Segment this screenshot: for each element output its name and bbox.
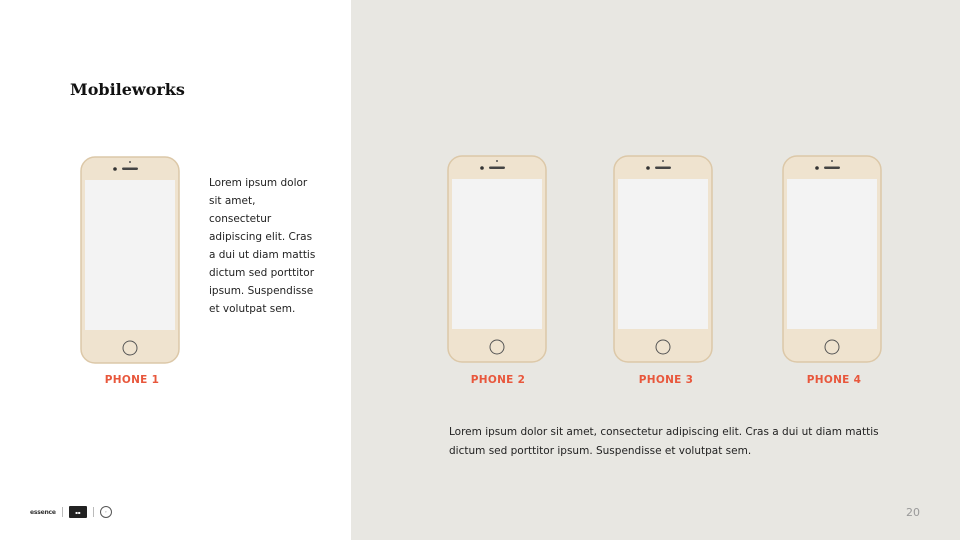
essence-logo: essence: [30, 508, 56, 516]
logo-divider: [93, 507, 94, 517]
phone-label-3: PHONE 3: [638, 374, 694, 386]
left-description: Lorem ipsum dolor sit amet, consectetur adipiscing elit. Cras a dui ut diam mattis dictum sed porttitor ipsum. Suspendisse et volutpat sem.: [209, 177, 316, 315]
right-description: Lorem ipsum dolor sit amet, consectetur adipiscing elit. Cras a dui ut diam mattis dictum sed porttitor ipsum. Suspendisse et volutpat sem.: [449, 426, 879, 457]
phone-label-2: PHONE 2: [470, 374, 526, 386]
phone-mockup-1: [80, 156, 180, 364]
slide-title: Mobileworks: [70, 80, 185, 99]
phone-mockup-4: [782, 155, 882, 363]
footer-logos: [30, 506, 112, 518]
logo-divider: [62, 507, 63, 517]
dark-badge-logo: ▪▪: [69, 506, 87, 518]
phone-label-1: PHONE 1: [104, 374, 160, 386]
phone-mockup-2: [447, 155, 547, 363]
circle-badge-logo: ◦: [100, 506, 112, 518]
phone-mockup-3: [613, 155, 713, 363]
page-number: 20: [906, 506, 920, 519]
phone-label-4: PHONE 4: [806, 374, 862, 386]
